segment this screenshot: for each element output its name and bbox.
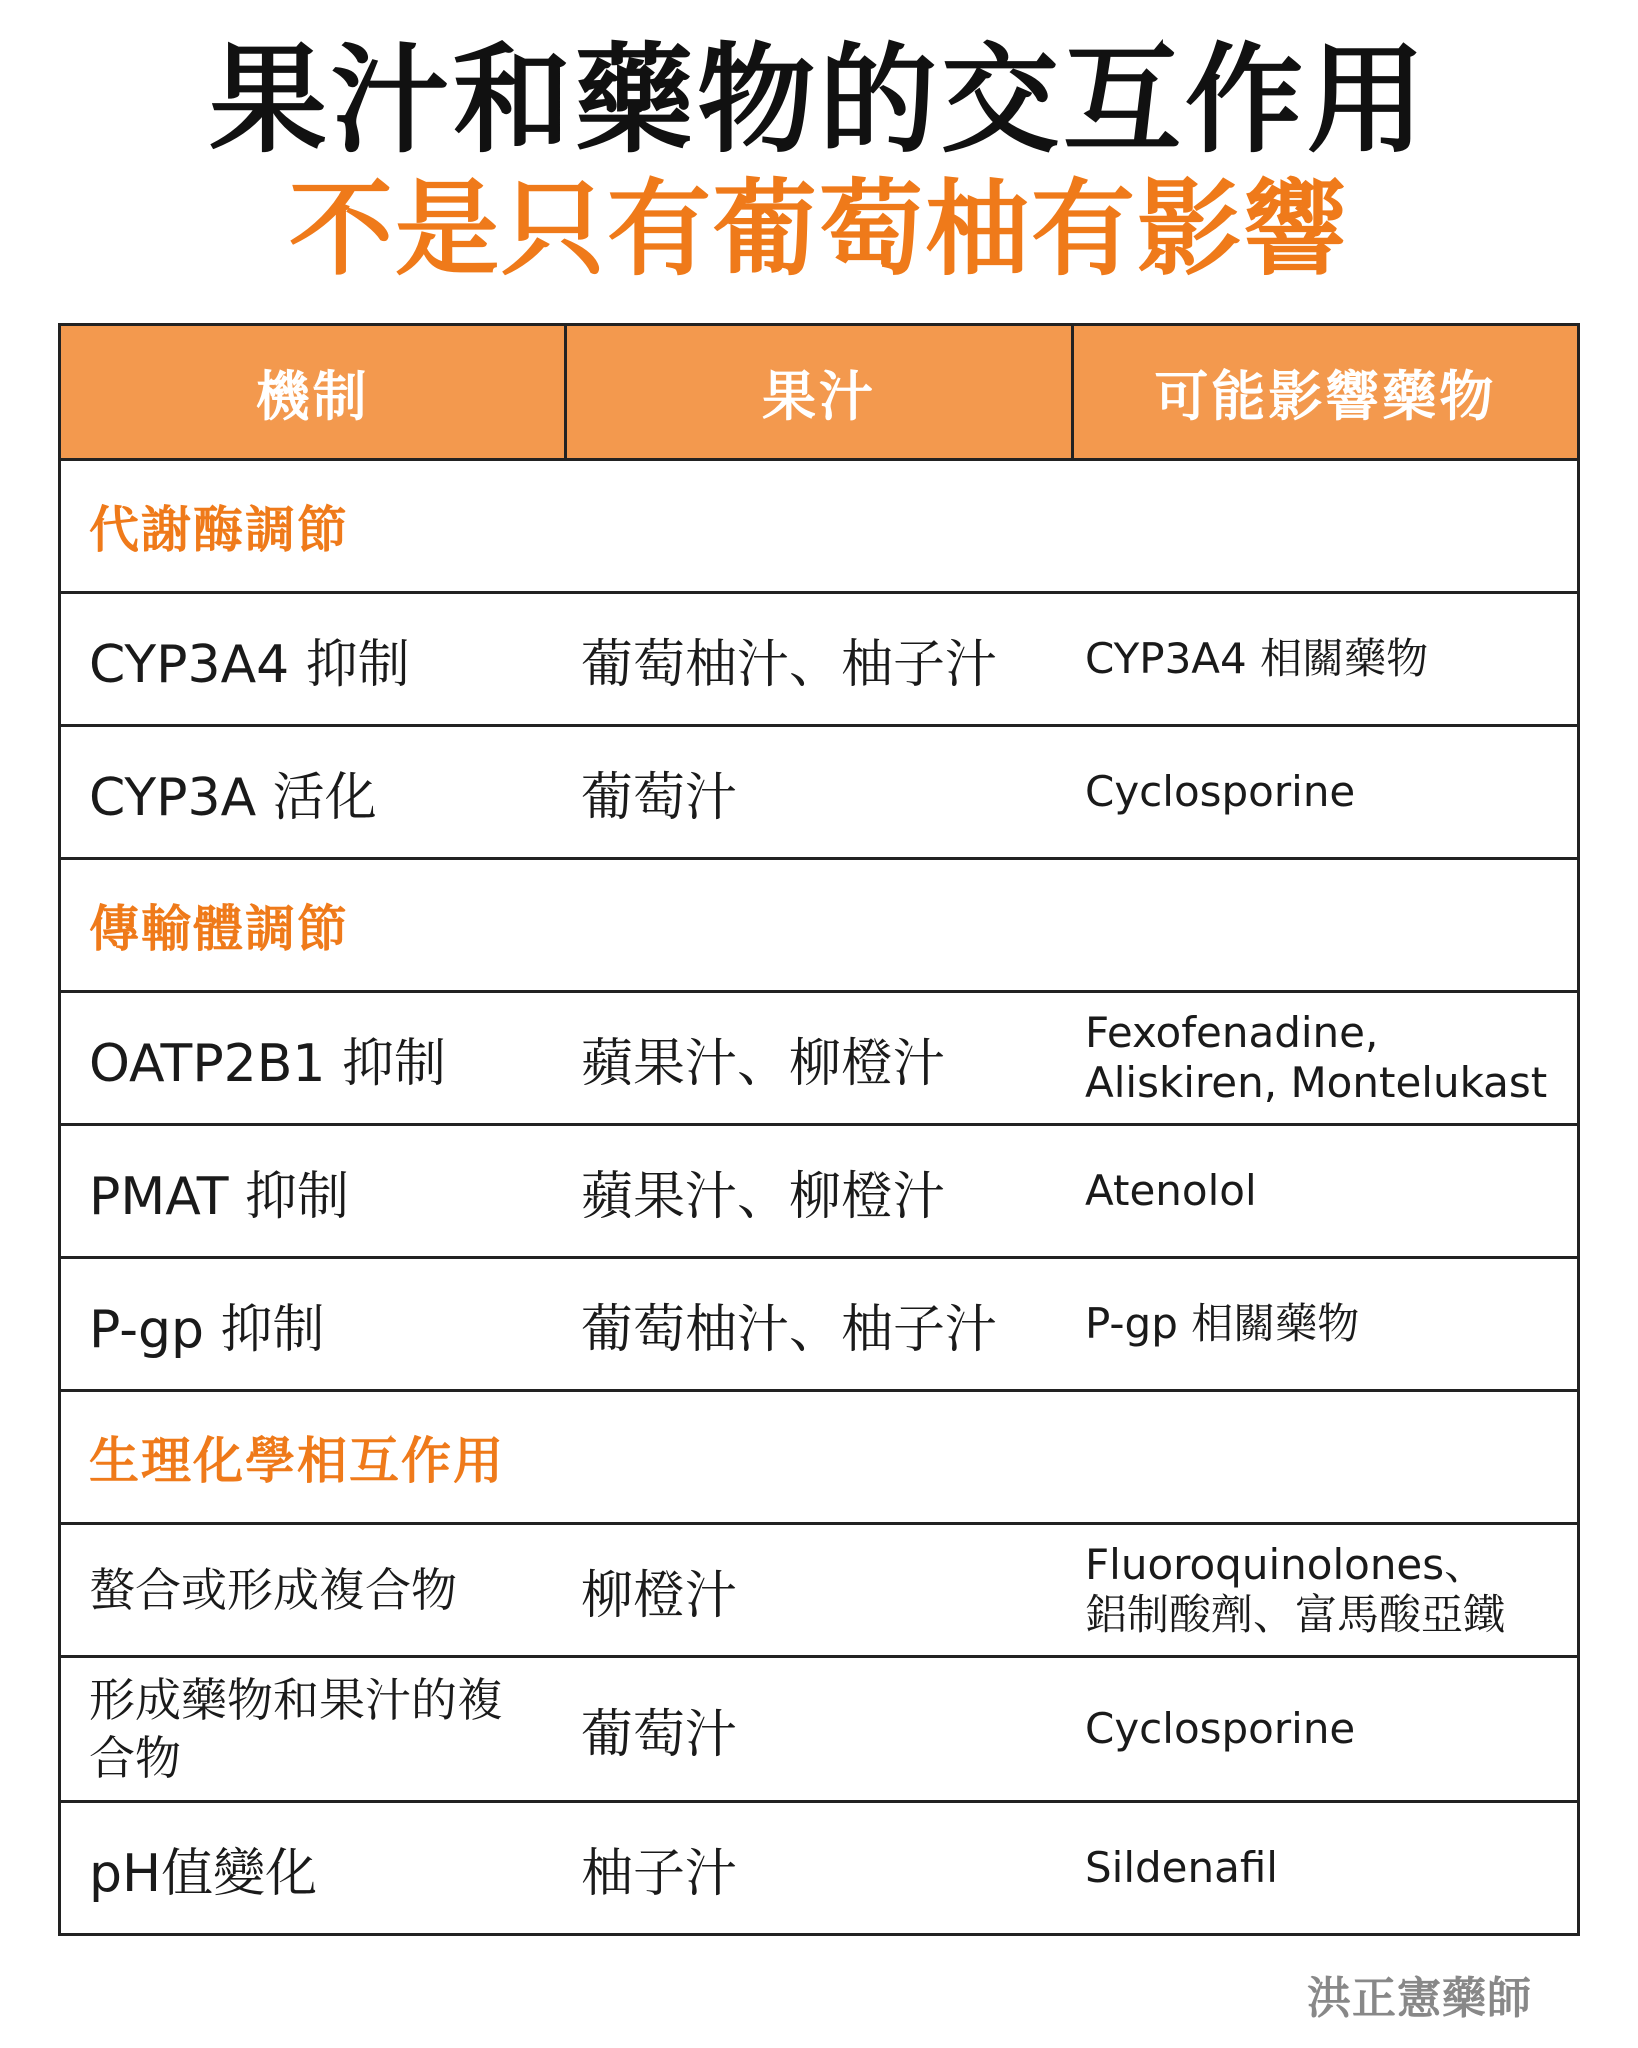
table-row [61,1525,1577,1658]
header-juice: 果汁 [564,326,1070,458]
mechanism-cell: PMAT 抑制 [89,1166,350,1227]
drugs-text: Atenolol [1085,1166,1257,1215]
drugs-text: Sildenafil [1085,1843,1278,1892]
mechanism-cell: pH值變化 [89,1843,318,1904]
drugs-cell [1081,727,1577,857]
table-header [61,326,1577,461]
juice-cell: 葡萄柚汁、柚子汁 [581,1299,998,1360]
drugs-text: Fexofenadine, Aliskiren, Montelukast [1085,1008,1548,1107]
mechanism-cell: OATP2B1 抑制 [89,1033,447,1094]
table-row [61,993,1577,1126]
page-title: 果汁和藥物的交互作用 [208,31,1429,169]
drugs-cell [1081,1525,1577,1655]
mechanism-cell: 螯合或形成複合物 [89,1563,457,1617]
juice-cell: 葡萄柚汁、柚子汁 [581,634,998,695]
drugs-cell [1081,1259,1577,1389]
table-row [61,1259,1577,1392]
juice-cell: 葡萄汁 [581,767,738,828]
page-subtitle: 不是只有葡萄柚有影響 [288,168,1349,290]
drugs-text: Cyclosporine [1085,1704,1356,1753]
section-physicochemical: 生理化學相互作用 [61,1392,1577,1525]
juice-cell: 葡萄汁 [581,1704,738,1765]
drugs-text: P-gp 相關藥物 [1085,1299,1360,1348]
header-drugs: 可能影響藥物 [1071,326,1577,458]
section-enzyme: 代謝酶調節 [61,461,1577,594]
interaction-table [58,323,1580,1936]
juice-cell: 蘋果汁、柳橙汁 [581,1166,946,1227]
drugs-text: Cyclosporine [1085,767,1356,816]
drugs-cell [1081,1803,1577,1933]
juice-cell: 柚子汁 [581,1843,738,1904]
drugs-cell [1081,1126,1577,1256]
mechanism-cell [61,1658,573,1800]
table-row [61,727,1577,860]
drugs-text: CYP3A4 相關藥物 [1085,634,1429,683]
drugs-cell [1081,993,1577,1123]
mechanism-cell: CYP3A4 抑制 [89,634,410,695]
table-row [61,594,1577,727]
table-row [61,1658,1577,1803]
table-row [61,1803,1577,1933]
mechanism-text: 形成藥物和果汁的複 合物 [89,1673,503,1785]
table-row [61,1126,1577,1259]
drugs-text: Fluoroquinolones、 鋁制酸劑、富馬酸亞鐵 [1085,1540,1506,1639]
mechanism-cell: CYP3A 活化 [89,767,377,828]
drugs-cell [1081,594,1577,724]
header-mechanism: 機制 [255,364,370,428]
juice-cell: 柳橙汁 [581,1565,738,1626]
section-transporter: 傳輸體調節 [61,860,1577,993]
mechanism-cell: P-gp 抑制 [89,1299,325,1360]
author-signature: 洪正憲藥師 [1307,1973,1532,2024]
drugs-cell [1081,1658,1577,1800]
juice-cell: 蘋果汁、柳橙汁 [581,1033,946,1094]
